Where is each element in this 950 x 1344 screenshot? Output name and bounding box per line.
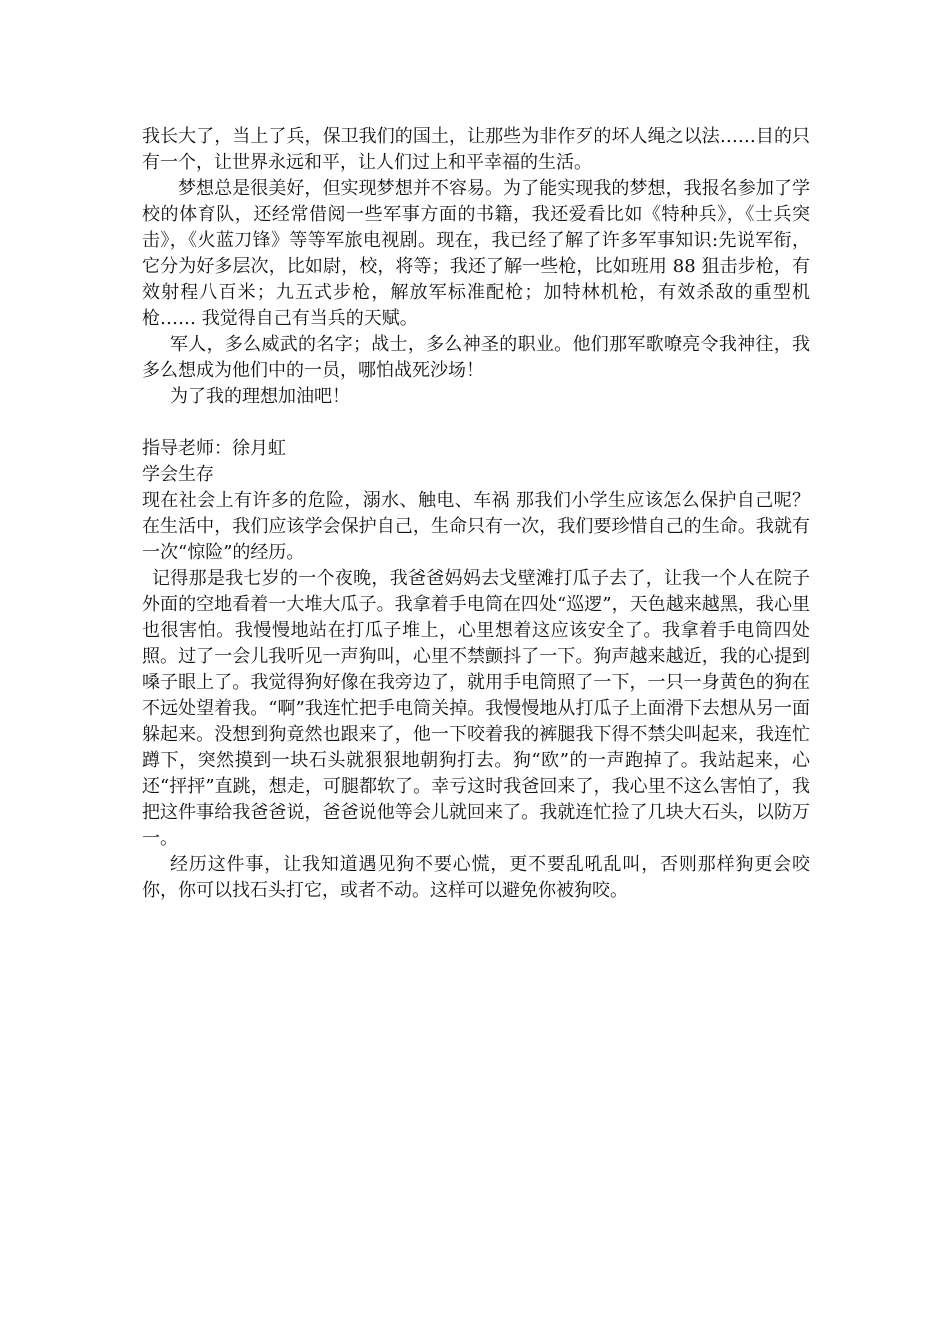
essay2-paragraph-2: 记得那是我七岁的一个夜晚，我爸爸妈妈去戈壁滩打瓜子去了，让我一个人在院子外面的空地看着一大堆大瓜子。我拿着手电筒在四处“巡逻”，天色越来越黑，我心里也很害怕。我慢慢地站在打瓜子堆上，心里想着这应该安全了。我拿着手电筒四处照。过了一会儿我听见一声狗叫，心里不禁颤抖了一下。狗声越来越近，我的心提到嗓子眼上了。我觉得狗好像在我旁边了，就用手电筒照了一下，一只一身黄色的狗在不远处望着我。“啊”我连忙把手电筒关掉。我慢慢地从打瓜子上面滑下去想从另一面躲起来。没想到狗竟然也跟来了，他一下咬着我的裤腿我下得不禁尖叫起来，我连忙蹲下，突然摸到一块石头就狠狠地朝狗打去。狗“欧”的一声跑掉了。我站起来，心还“抨抨”直跳，想走，可腿都软了。幸亏这时我爸回来了，我心里不这么害怕了，我把这件事给我爸爸说，爸爸说他等会儿就回来了。我就连忙捡了几块大石头，以防万一。 — [142, 568, 810, 849]
essay1-paragraph-3: 军人，多么威武的名字；战士，多么神圣的职业。他们那军歌嘹亮令我神往，我多么想成为他们中的一员，哪怕战死沙场！ — [142, 334, 810, 381]
essay1-paragraph-2: 梦想总是很美好，但实现梦想并不容易。为了能实现我的梦想，我报名参加了学校的体育队，还经常借阅一些军事方面的书籍，我还爱看比如《特种兵》，《士兵突击》，《火蓝刀锋》等等军旅电视剧。现在，我已经了解了许多军事知识:先说军衔，它分为好多层次，比如尉，校，将等；我还了解一些枪，比如班用 88 狙击步枪，有效射程八百米；九五式步枪，解放军标准配枪；加特林机枪，有效杀敌的重型机枪…… 我觉得自己有当兵的天赋。 — [142, 178, 810, 329]
document-body — [142, 124, 810, 904]
essay2-paragraph-1: 现在社会上有许多的危险，溺水、触电、车祸 那我们小学生应该怎么保护自己呢？在生活中，我们应该学会保护自己，生命只有一次，我们要珍惜自己的生命。我就有一次“惊险”的经历。 — [142, 490, 810, 563]
essay1-paragraph-4: 为了我的理想加油吧！ — [170, 386, 350, 407]
teacher-credit: 指导老师：徐月虹 — [142, 438, 286, 459]
essay2-paragraph-3: 经历这件事，让我知道遇见狗不要心慌，更不要乱吼乱叫，否则那样狗更会咬你，你可以找石头打它，或者不动。这样可以避免你被狗咬。 — [142, 854, 810, 901]
essay1-paragraph-1: 我长大了，当上了兵，保卫我们的国土，让那些为非作歹的坏人绳之以法……目的只有一个，让世界永远和平，让人们过上和平幸福的生活。 — [142, 126, 810, 173]
essay2-title: 学会生存 — [142, 464, 214, 485]
blank-line — [142, 410, 810, 436]
